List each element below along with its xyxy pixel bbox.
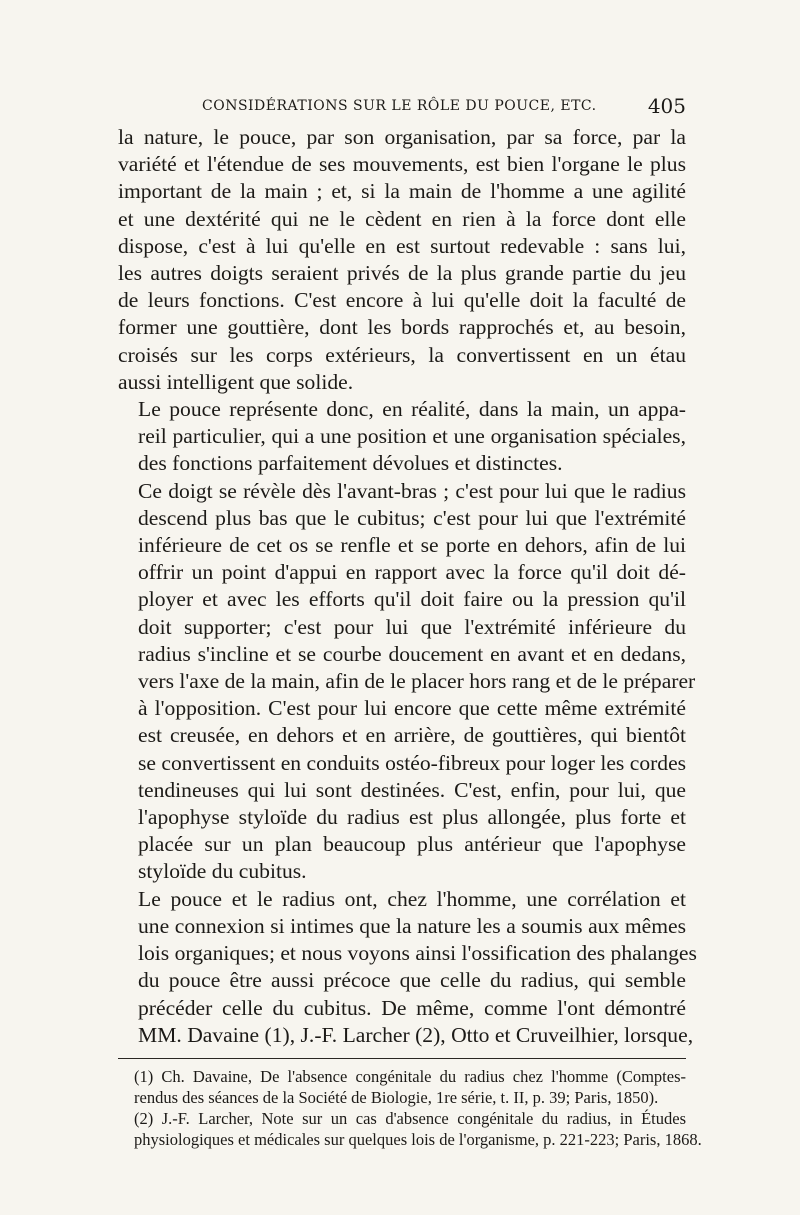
text-line: de leurs fonctions. C'est encore à lui qu'elle doit la faculté de: [118, 288, 686, 313]
paragraph-1: [118, 124, 686, 396]
running-title: CONSIDÉRATIONS SUR LE RÔLE DU POUCE, ETC.: [202, 98, 597, 114]
text-line: précéder celle du cubitus. De même, comme l'ont démontré: [138, 995, 686, 1020]
text-line: se convertissent en conduits ostéo-fibreux pour loger les cordes: [138, 750, 687, 775]
paragraph-2: [118, 396, 686, 478]
footnote-line: (1) Ch. Davaine, De l'absence congénitale du radius chez l'homme (Comptes-: [134, 1067, 686, 1086]
text-line: ployer et avec les efforts qu'il doit faire ou la pression qu'il: [138, 587, 686, 612]
text-line: vers l'axe de la main, afin de le placer hors rang et de le préparer: [138, 669, 696, 694]
text-line: à l'opposition. C'est pour lui encore que cette même extrémité: [138, 696, 686, 721]
footnote-2: [118, 1108, 702, 1150]
text-line: du pouce être aussi précoce que celle du radius, qui semble: [138, 968, 686, 993]
text-line: les autres doigts seraient privés de la plus grande partie du jeu: [118, 261, 686, 286]
text-line: radius s'incline et se courbe doucement en avant et en dedans,: [138, 641, 686, 666]
text-line: des fonctions parfaitement dévolues et distinctes.: [138, 451, 563, 476]
text-line: aussi intelligent que solide.: [118, 369, 354, 394]
text-line: placée sur un plan beaucoup plus antérieur que l'apophyse: [138, 832, 686, 857]
text-line: MM. Davaine (1), J.-F. Larcher (2), Otto et Cruveilhier, lorsque,: [138, 1022, 694, 1047]
text-line: l'apophyse styloïde du radius est plus allongée, plus forte et: [138, 805, 686, 830]
page-number: 405: [647, 94, 686, 118]
text-line: lois organiques; et nous voyons ainsi l'ossification des phalanges: [138, 941, 697, 966]
body-text: [118, 124, 697, 1049]
text-line: variété et l'étendue de ses mouvements, est bien l'organe le plus: [118, 152, 686, 177]
text-line: important de la main ; et, si la main de l'homme a une agilité: [118, 179, 686, 204]
text-line: styloïde du cubitus.: [138, 859, 307, 884]
text-line: Ce doigt se révèle dès l'avant-bras ; c'est pour lui que le radius: [138, 478, 686, 503]
text-line: croisés sur les corps extérieurs, la convertissent en un étau: [118, 342, 686, 367]
text-line: Le pouce représente donc, en réalité, dans la main, un appa-: [138, 397, 686, 422]
footnote-line: rendus des séances de la Société de Biologie, 1re série, t. II, p. 39; Paris, 1850).: [134, 1088, 659, 1107]
paragraph-4: [118, 886, 697, 1049]
text-line: tendineuses qui lui sont destinées. C'est, enfin, pour lui, que: [138, 777, 686, 802]
paragraph-3: [118, 478, 696, 886]
text-line: une connexion si intimes que la nature les a soumis aux mêmes: [138, 913, 686, 938]
text-line: Le pouce et le radius ont, chez l'homme, une corrélation et: [138, 886, 686, 911]
text-line: doit supporter; c'est pour lui que l'extrémité inférieure du: [138, 614, 686, 639]
text-line: la nature, le pouce, par son organisation, par sa force, par la: [118, 125, 686, 149]
running-head: [118, 96, 686, 124]
text-line: dispose, c'est à lui qu'elle en est surtout redevable : sans lui,: [118, 233, 686, 258]
text-line: est creusée, en dehors et en arrière, de gouttières, qui bientôt: [138, 723, 686, 748]
footnote-line: physiologiques et médicales sur quelques lois de l'organisme, p. 221-223; Paris, 1868.: [134, 1130, 702, 1149]
footnote-line: (2) J.-F. Larcher, Note sur un cas d'absence congénitale du radius, in Études: [134, 1109, 686, 1128]
footnotes: [118, 1066, 702, 1150]
text-line: descend plus bas que le cubitus; c'est pour lui que l'extrémité: [138, 505, 686, 530]
text-line: inférieure de cet os se renfle et se porte en dehors, afin de lui: [138, 533, 686, 558]
footnote-1: [118, 1066, 686, 1108]
text-line: et une dextérité qui ne le cèdent en rien à la force dont elle: [118, 206, 686, 231]
footnote-divider: [118, 1058, 686, 1059]
text-line: former une gouttière, dont les bords rapprochés et, au besoin,: [118, 315, 686, 340]
text-line: offrir un point d'appui en rapport avec la force qu'il doit dé-: [138, 560, 686, 585]
text-line: reil particulier, qui a une position et une organisation spéciales,: [138, 424, 686, 449]
